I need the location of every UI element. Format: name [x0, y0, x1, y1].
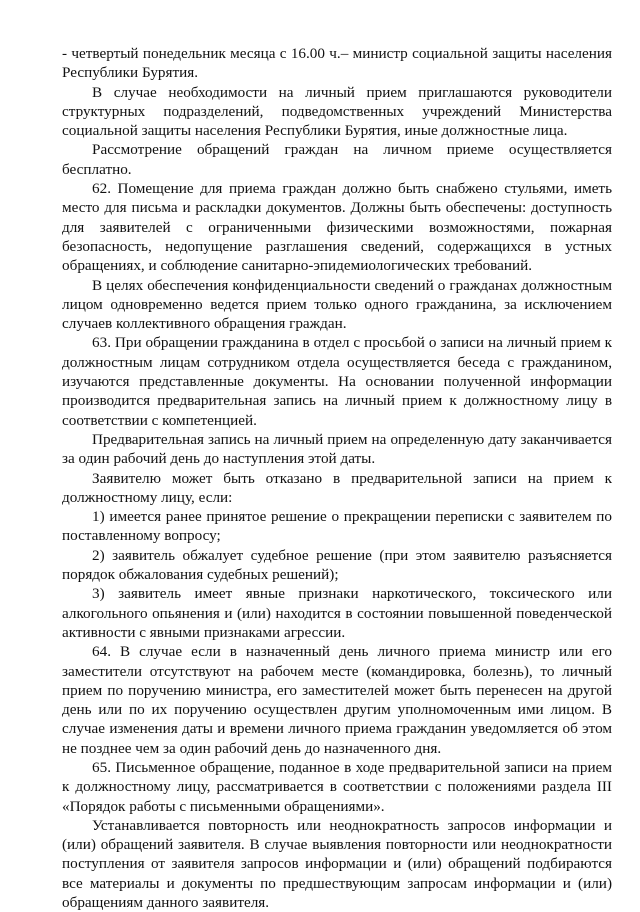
document-page: [62, 44, 612, 912]
paragraph-registration-deadline: Предварительная запись на личный прием на определенную дату заканчивается за один рабочий день до наступления этой даты.: [62, 430, 612, 468]
list-item-refusal-2: 2) заявитель обжалует судебное решение (при этом заявителю разъясняется порядок обжалования судебных решений);: [62, 546, 612, 584]
paragraph-invited-officials: В случае необходимости на личный прием приглашаются руководители структурных подразделений, подведомственных учреждений Министерства социальной защиты населения Республики Бурятия, иные должностные лица.: [62, 83, 612, 140]
paragraph-62-premises: 62. Помещение для приема граждан должно быть снабжено стульями, иметь место для письма и раскладки документов. Должны быть обеспечены: доступность для заявителей с ограниченными физическими возможностями, пожарная безопасность, недопущение разглашения сведений, содержащихся в устных обращениях, и соблюдение санитарно-эпидемиологических требований.: [62, 180, 612, 275]
paragraph-64-rescheduling: 64. В случае если в назначенный день личного приема министр или его заместители отсутствуют на рабочем месте (командировка, болезнь), то личный прием по поручению министра, его заместителей может быть перенесен на другой день или по их поручению осуществлен другим уполномоченным ими лицом. В случае изменения даты и времени личного приема гражданин уведомляется об этом не позднее чем за один рабочий день до назначенного дня.: [62, 643, 612, 757]
paragraph-63-appointment: 63. При обращении гражданина в отдел с просьбой о записи на личный прием к должностным лицам сотрудником отдела осуществляется беседа с гражданином, изучаются представленные документы. На основании полученной информации производится предварительная запись на личный прием к должностному лицу в соответствии с компетенцией.: [62, 334, 612, 429]
paragraph-schedule-line: - четвертый понедельник месяца с 16.00 ч.– министр социальной защиты населения Республики Бурятия.: [62, 45, 612, 82]
paragraph-65-written-appeal: 65. Письменное обращение, поданное в ходе предварительной записи на прием к должностному лицу, рассматривается в соответствии с положениями раздела III «Порядок работы с письменными обращениями».: [62, 758, 612, 815]
list-item-refusal-1: 1) имеется ранее принятое решение о прекращении переписки с заявителем по поставленному вопросу;: [62, 508, 612, 545]
paragraph-confidentiality: В целях обеспечения конфиденциальности сведений о гражданах должностным лицом одновременно ведется прием только одного гражданина, за исключением случаев коллективного обращения граждан.: [62, 276, 612, 333]
list-item-refusal-3: 3) заявитель имеет явные признаки наркотического, токсического или алкогольного опьянения и (или) находится в состоянии повышенной поведенческой активности с явными признаками агрессии.: [62, 585, 612, 641]
paragraph-repeated-requests: Устанавливается повторность или неоднократность запросов информации и (или) обращений заявителя. В случае выявления повторности или неоднократности поступления от заявителя запросов информации и (или) обращений подбираются все материалы и документы по предшествующим запросам информации и (или) обращениям данного заявителя.: [62, 816, 612, 912]
paragraph-refusal-intro: Заявителю может быть отказано в предварительной записи на прием к должностному лицу, если:: [62, 469, 612, 506]
paragraph-free-of-charge: Рассмотрение обращений граждан на личном приеме осуществляется бесплатно.: [62, 141, 612, 178]
